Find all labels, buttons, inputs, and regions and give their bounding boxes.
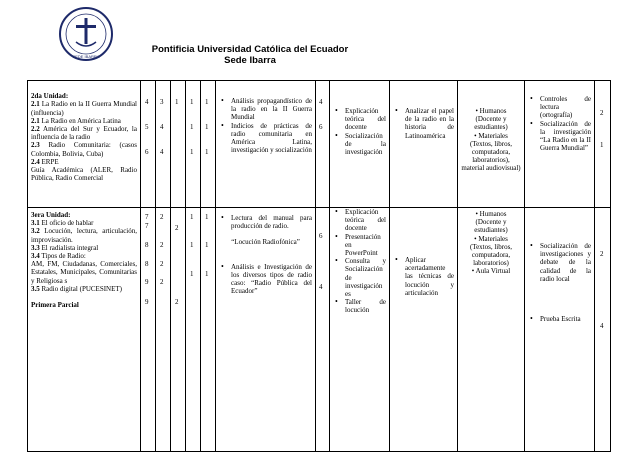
list-item: • Analizar el papel de la radio en la historia de Latinoamérica — [393, 107, 454, 140]
hours-col: 6 4 — [316, 208, 330, 452]
list-item: • Explicación teórica del docente — [333, 107, 386, 132]
unit-title: 3era Unidad: — [31, 211, 71, 219]
list-item: • Presentación en PowerPoint — [333, 233, 386, 258]
week-col-a: 4 5 6 — [141, 81, 156, 208]
week-col-a: 7 7 8 8 9 9 — [141, 208, 156, 452]
week-col-d: 1 1 1 — [186, 81, 201, 208]
quote-text: “Locución Radiofónica” — [231, 238, 300, 247]
week-col-c: 2 2 — [171, 208, 186, 452]
list-item: • Socialización de la investigación “La Radio en la II Guerra Mundial” — [528, 120, 591, 153]
week-col-b: 3 4 4 — [156, 81, 171, 208]
hours-col: 4 6 — [316, 81, 330, 208]
outcome-cell — [390, 81, 458, 208]
list-item: • Análisis propagandístico de la radio en la II Guerra Mundial — [219, 97, 312, 122]
outcome-cell — [390, 208, 458, 452]
svg-text:SEDE IBARRA: SEDE IBARRA — [72, 54, 100, 59]
syllabus-table — [27, 80, 611, 452]
university-seal-logo — [58, 6, 114, 62]
unit-title: 2da Unidad: — [31, 92, 69, 101]
week-col-e: 1 1 1 — [201, 81, 216, 208]
unit-content-cell: 2da Unidad: 2.1 La Radio en la II Guerra Mundial (influencia) 2.1 La Radio en América Latina 2.2 América del Sur y Ecuador, la influencia de la radio 2.3 Radio Comunitaria: (casos Colombia, Bolivia, Cuba) 2.4 ERPE Guía Académica (ALER, Radio Pública, Radio Comercial — [28, 81, 141, 208]
methods-cell — [330, 81, 390, 208]
list-item: • Lectura del manual para producción de radio. — [219, 214, 312, 230]
unit-content-cell: 3era Unidad: 3.1 El oficio de hablar 3.2 Locución, lectura, articulación, improvisación. 3.3 El radialista integral 3.4 Tipos de Radio: AM, FM, Ciudadanas, Comerciales, Estatales, Municipales, Comunitarias y Religiosa s 3.5 Radio digital (PUCESINET) Primera Parcial — [28, 208, 141, 452]
week-col-c: 1 — [171, 81, 186, 208]
list-item: • Explicación teórica del docente — [333, 208, 386, 233]
week-col-e: 1 1 1 — [201, 208, 216, 452]
campus-name: Sede Ibarra — [224, 55, 276, 66]
list-item: • Aplicar acertadamente las técnicas de locución y articulación — [393, 256, 454, 297]
table-row — [28, 81, 611, 208]
list-item: • Controles de lectura (ortografía) — [528, 95, 591, 120]
list-item: • Taller de locución — [333, 298, 386, 314]
list-item: • Consulta y Socialización de investigación es — [333, 257, 386, 298]
list-item: • Prueba Escrita — [528, 315, 591, 323]
evaluation-cell — [525, 81, 595, 208]
activities-cell — [216, 208, 316, 452]
list-item: • Indicios de prácticas de radio comunitaria en América Latina, investigación y socialización — [219, 122, 312, 155]
week-col-b: 2 2 2 2 — [156, 208, 171, 452]
list-item: • Análisis e Investigación de los diversos tipos de radio caso: “Radio Pública del Ecuador” — [219, 263, 312, 296]
list-item: • Socialización de investigaciones y debate de la calidad de la radio local — [528, 242, 591, 283]
table-row — [28, 208, 611, 452]
list-item: • Socialización de la investigación — [333, 132, 386, 157]
resources-cell: • Humanos (Docente y estudiantes) • Materiales (Textos, libros, computadora, laboratorios) • Aula Virtual — [458, 208, 525, 452]
evaluation-cell — [525, 208, 595, 452]
methods-cell — [330, 208, 390, 452]
weight-col: 2 4 — [595, 208, 611, 452]
partial-label: Primera Parcial — [31, 301, 79, 310]
university-name: Pontificia Universidad Católica del Ecuador — [151, 44, 349, 55]
resources-cell: • Humanos (Docente y estudiantes) • Materiales (Textos, libros, computadora, laboratorios), material audiovisual) — [458, 81, 525, 208]
weight-col: 2 1 — [595, 81, 611, 208]
activities-cell — [216, 81, 316, 208]
week-col-d: 1 1 1 — [186, 208, 201, 452]
